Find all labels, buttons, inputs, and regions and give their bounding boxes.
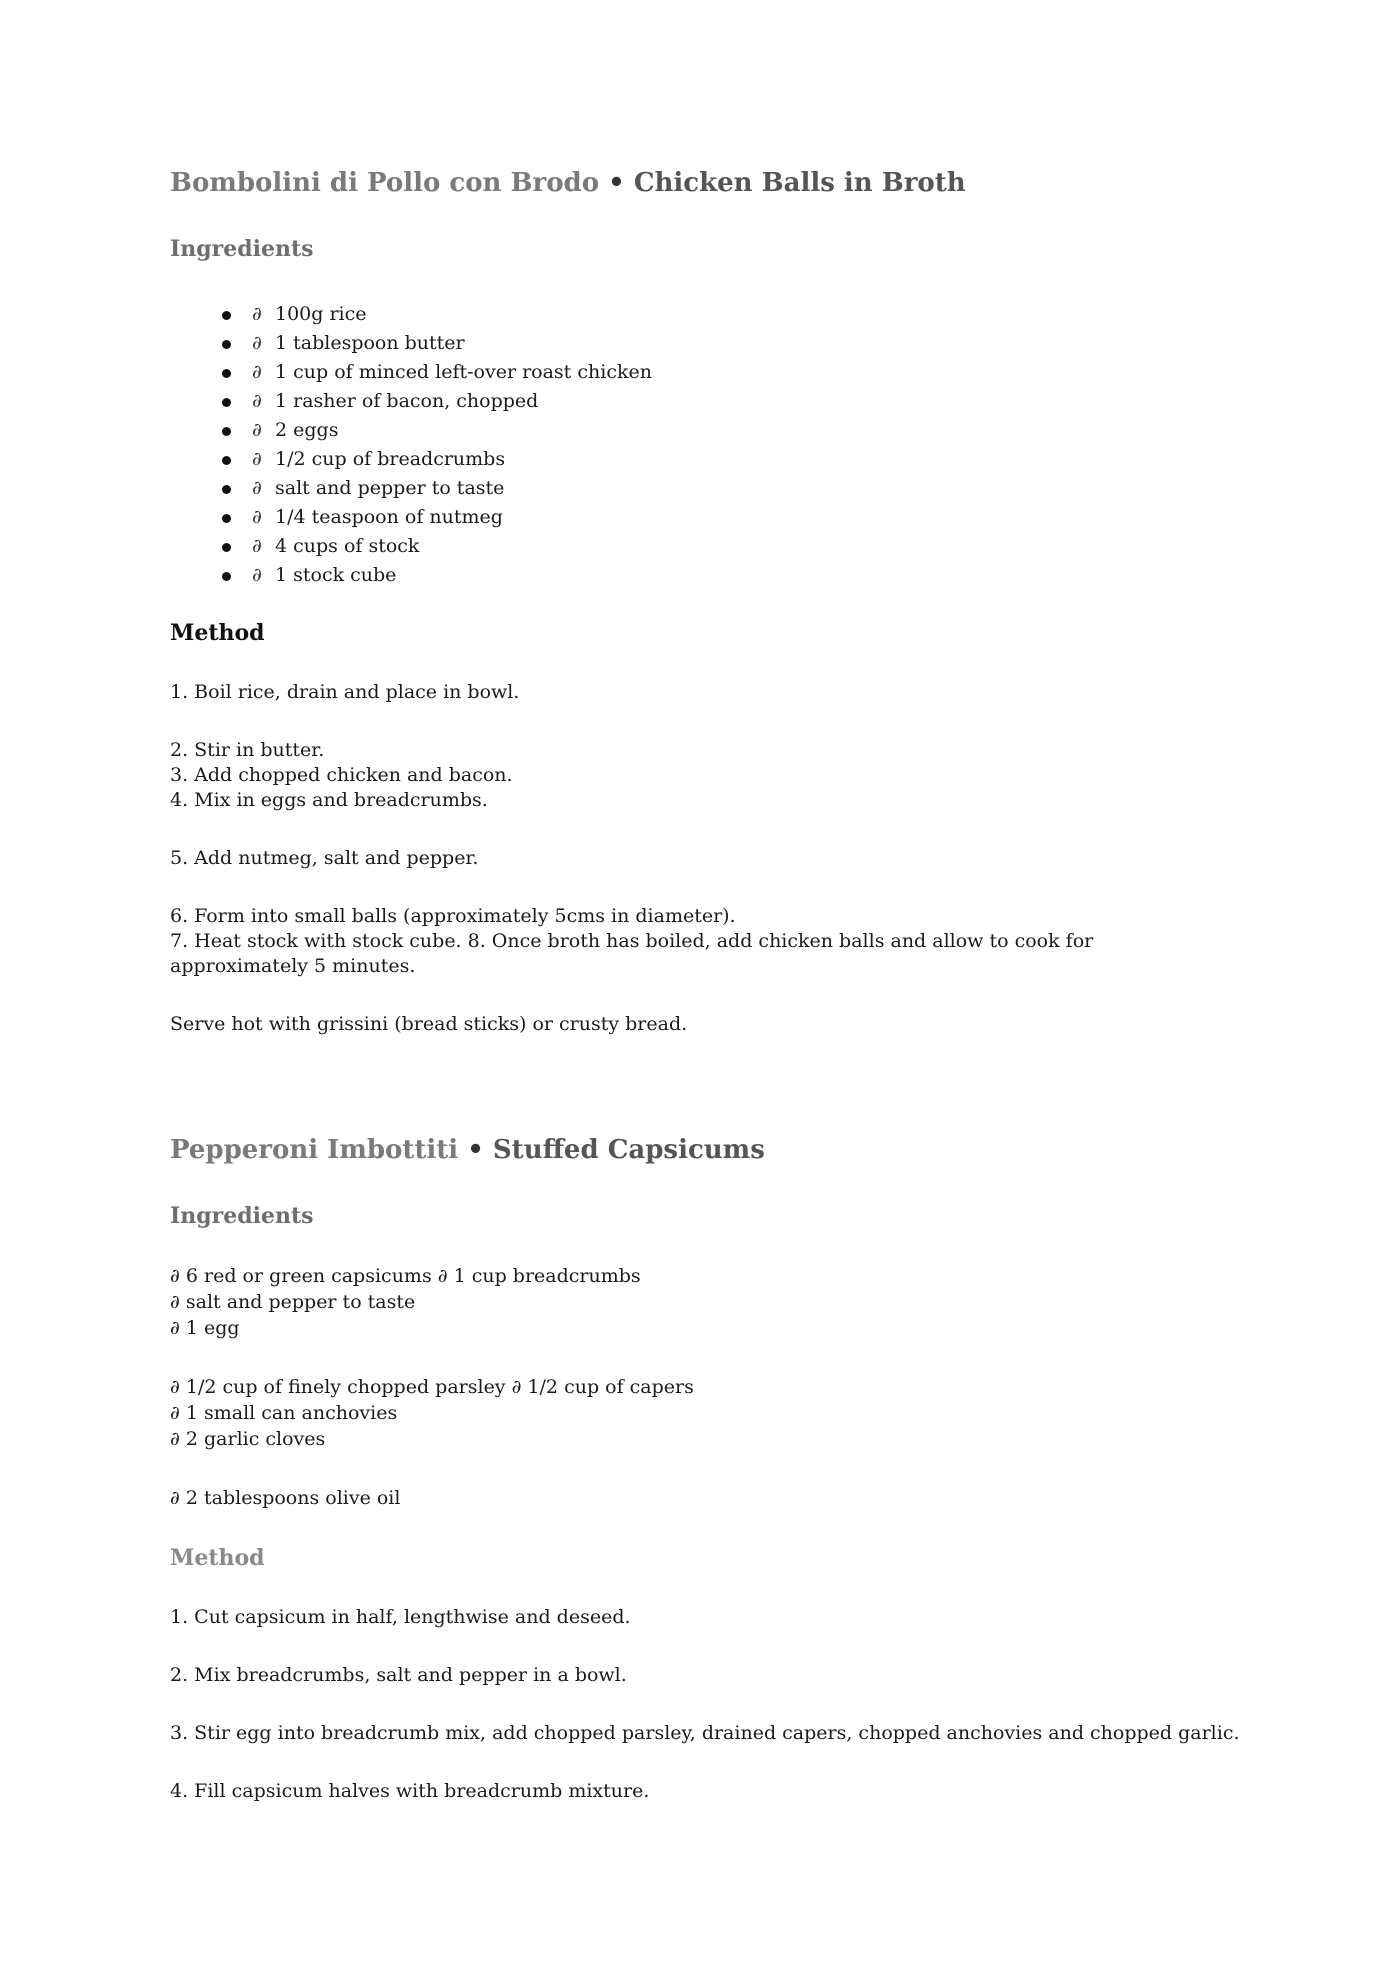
ingredient-text: 1 stock cube	[275, 564, 397, 586]
method-step: 3. Stir egg into breadcrumb mix, add chopped parsley, drained capers, chopped anchovies and chopped garlic.	[170, 1722, 1240, 1744]
bullet-icon	[222, 456, 231, 465]
ingredient-line: ∂ 2 tablespoons olive oil	[170, 1487, 401, 1509]
method-step: 4. Mix in eggs and breadcrumbs.	[170, 789, 488, 811]
method-step: 3. Add chopped chicken and bacon.	[170, 764, 513, 786]
partial-symbol: ∂	[252, 390, 262, 412]
method-step: 5. Add nutmeg, salt and pepper.	[170, 847, 479, 869]
ingredients-heading: Ingredients	[170, 236, 314, 262]
bullet-icon	[222, 543, 231, 552]
ingredients-heading: Ingredients	[170, 1203, 314, 1229]
method-heading: Method	[170, 1545, 265, 1571]
bullet-icon	[222, 369, 231, 378]
ingredient-line: ∂ 1/2 cup of finely chopped parsley ∂ 1/2 cup of capers	[170, 1376, 694, 1398]
serving-note: Serve hot with grissini (bread sticks) or crusty bread.	[170, 1013, 688, 1035]
ingredient-text: 1/2 cup of breadcrumbs	[275, 448, 506, 470]
bullet-icon	[222, 340, 231, 349]
partial-symbol: ∂	[252, 361, 262, 383]
partial-symbol: ∂	[252, 448, 262, 470]
ingredient-text: 100g rice	[275, 303, 367, 325]
bullet-icon	[222, 572, 231, 581]
method-step: 4. Fill capsicum halves with breadcrumb mixture.	[170, 1780, 650, 1802]
title-separator: •	[467, 1135, 484, 1165]
partial-symbol: ∂	[252, 564, 262, 586]
recipe-title-italian: Pepperoni Imbottiti	[170, 1135, 459, 1165]
ingredient-text: 1 tablespoon butter	[275, 332, 465, 354]
partial-symbol: ∂	[252, 419, 262, 441]
ingredient-text: 2 eggs	[275, 419, 339, 441]
ingredient-line: ∂ salt and pepper to taste	[170, 1291, 416, 1313]
recipe-title	[170, 1135, 765, 1165]
ingredient-line: ∂ 1 egg	[170, 1317, 240, 1339]
recipe-title-english: Chicken Balls in Broth	[633, 168, 966, 198]
ingredient-line: ∂ 1 small can anchovies	[170, 1402, 398, 1424]
bullet-icon	[222, 485, 231, 494]
method-step: 2. Stir in butter.	[170, 739, 325, 761]
bullet-icon	[222, 311, 231, 320]
bullet-icon	[222, 427, 231, 436]
method-step: 1. Cut capsicum in half, lengthwise and deseed.	[170, 1606, 631, 1628]
recipe-title-english: Stuffed Capsicums	[492, 1135, 765, 1165]
method-heading: Method	[170, 620, 265, 646]
partial-symbol: ∂	[252, 535, 262, 557]
partial-symbol: ∂	[252, 506, 262, 528]
partial-symbol: ∂	[252, 332, 262, 354]
ingredient-text: 1/4 teaspoon of nutmeg	[275, 506, 503, 528]
partial-symbol: ∂	[252, 303, 262, 325]
title-separator: •	[608, 168, 625, 198]
ingredient-line: ∂ 6 red or green capsicums ∂ 1 cup breadcrumbs	[170, 1265, 641, 1287]
bullet-icon	[222, 398, 231, 407]
method-step: 6. Form into small balls (approximately 5cms in diameter).	[170, 905, 736, 927]
recipe-title-italian: Bombolini di Pollo con Brodo	[170, 168, 600, 198]
recipe-title	[170, 168, 966, 198]
ingredient-text: 1 cup of minced left-over roast chicken	[275, 361, 652, 383]
method-step: 2. Mix breadcrumbs, salt and pepper in a bowl.	[170, 1664, 627, 1686]
method-step: 7. Heat stock with stock cube. 8. Once broth has boiled, add chicken balls and allow to cook for approximately 5 minutes.	[170, 930, 1094, 977]
ingredient-text: salt and pepper to taste	[275, 477, 505, 499]
ingredient-line: ∂ 2 garlic cloves	[170, 1428, 326, 1450]
method-step: 1. Boil rice, drain and place in bowl.	[170, 681, 520, 703]
partial-symbol: ∂	[252, 477, 262, 499]
ingredient-text: 4 cups of stock	[275, 535, 420, 557]
ingredient-text: 1 rasher of bacon, chopped	[275, 390, 539, 412]
bullet-icon	[222, 514, 231, 523]
